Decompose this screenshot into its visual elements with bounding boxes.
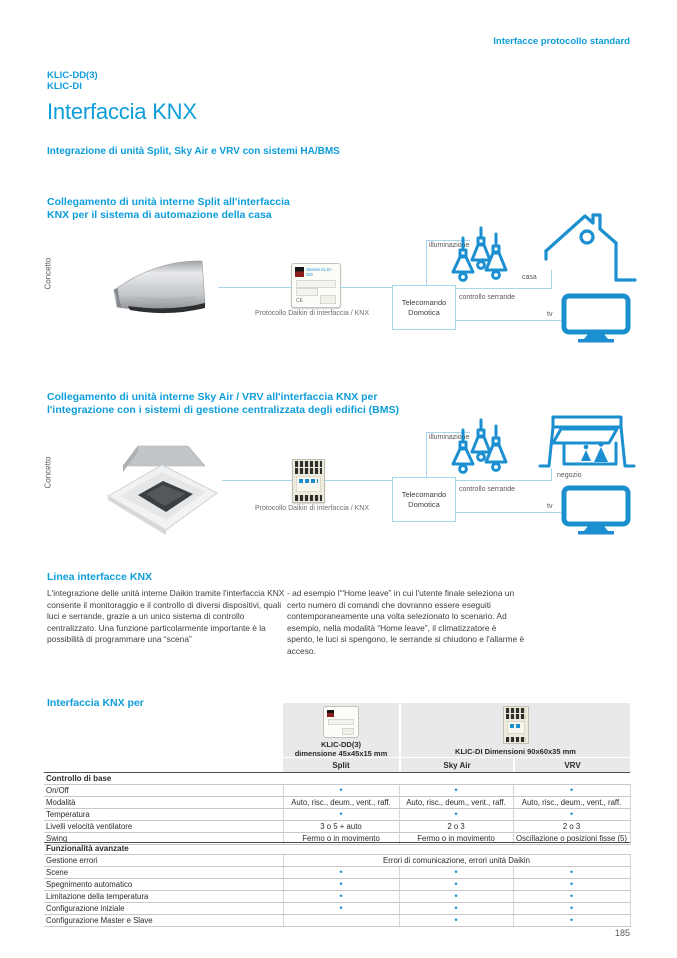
section-basic: Controllo di base — [44, 773, 630, 785]
klic-dd-logo-block — [295, 267, 304, 277]
page-subtitle: Integrazione di unità Split, Sky Air e VRV con sistemi HA/BMS — [47, 146, 340, 157]
advanced-features-table — [44, 842, 631, 927]
features-col2: - ad esempio l'“Home leave” in cui l'utente finale seleziona un certo numero di comandi che dovranno essere eseguiti contemporaneamente una volta selezionato lo scenario. Ad esempio, nella modalità “Home leave”, il climatizzatore è spento, le luci si spengono, le serrande si chiudono e l'allarme è acceso. — [287, 588, 525, 656]
product-box-klic-di: KLIC-DI Dimensioni 90x60x35 mm — [401, 703, 630, 757]
tv-label-bms: tv — [547, 503, 553, 510]
diagram-split-side-label: Concetto — [43, 257, 53, 290]
features-col1: L'integrazione delle unità interne Daikin tramite l'interfaccia KNX consente il monitoraggio e il controllo di diversi dispositivi, quali luci e serrande, grazie a un unico sistema di controllo centralizzato. Una funzione particolarmente importante è la possibilità di programmare una “scena” — [47, 588, 285, 645]
column-header-skyair: Sky Air — [401, 758, 513, 772]
tv-icon-bms — [561, 485, 631, 535]
klic-di-device-image — [292, 459, 325, 503]
house-icon — [543, 210, 639, 292]
building-label-bms: negozio — [557, 472, 582, 479]
features-heading: Linea interfacce KNX — [47, 571, 153, 583]
table-row: Configurazione iniziale • • • — [44, 903, 630, 915]
klic-dd-device-image — [291, 263, 341, 308]
tv-label-split: tv — [547, 311, 553, 318]
shop-icon — [538, 414, 636, 472]
lamps-icon-split — [448, 226, 508, 286]
protocol-label-bms: Protocollo Daikin di interfaccia / KNX — [255, 505, 369, 512]
product-box-klic-dd: KLIC-DD(3) dimensione 45x45x15 mm — [283, 703, 399, 757]
page-header: Interfacce protocollo standard — [493, 36, 630, 47]
section-advanced: Funzionalità avanzate — [44, 843, 630, 855]
table-row: Gestione errori Errori di comunicazione, errori unità Daikin — [44, 855, 630, 867]
table-heading: Interfaccia KNX per — [47, 697, 144, 709]
table-row: Livelli velocità ventilatore 3 o 5 + auto 2 o 3 2 o 3 — [44, 821, 630, 833]
lighting-label-bms: illuminazione — [429, 434, 470, 441]
cassette-indoor-unit-image — [100, 436, 226, 538]
column-header-split: Split — [283, 758, 399, 772]
ce-mark: CE — [296, 298, 303, 304]
table-row: Spegnimento automatico • • • — [44, 879, 630, 891]
lighting-label-split: illuminazione — [429, 242, 470, 249]
page-number: 185 — [614, 928, 630, 938]
table-row: On/Off • • • — [44, 785, 630, 797]
error-span-value: Errori di comunicazione, errori unità Daikin — [283, 855, 630, 867]
table-row: Limitazione della temperatura • • • — [44, 891, 630, 903]
table-row: Configurazione Master e Slave • • — [44, 915, 630, 927]
split-indoor-unit-image — [108, 248, 222, 330]
diagram-bms-side-label: Concetto — [43, 456, 53, 489]
model-code-klic-dd: KLIC-DD(3) — [47, 70, 98, 81]
model-codes — [47, 70, 98, 92]
shutters-label-split: controllo serrande — [459, 294, 516, 301]
klic-di-thumb — [503, 706, 529, 744]
basic-controls-table — [44, 772, 631, 845]
page-title: Interfaccia KNX — [47, 99, 197, 124]
table-row: Modalità Auto, risc., deum., vent., raff. Auto, risc., deum., vent., raff. Auto, risc., deum., vent., raff. — [44, 797, 630, 809]
domotica-controller-box-split: Telecomando Domotica — [392, 285, 456, 330]
column-header-vrv: VRV — [515, 758, 630, 772]
klic-dd-thumb — [323, 706, 359, 738]
lamps-icon-bms — [448, 418, 508, 478]
tv-icon-split — [561, 293, 631, 343]
table-row: Temperatura • • • — [44, 809, 630, 821]
shutters-label-bms: controllo serrande — [459, 486, 516, 493]
model-code-klic-di: KLIC-DI — [47, 81, 82, 92]
protocol-label-split: Protocollo Daikin di interfaccia / KNX — [255, 310, 369, 317]
diagram-split-heading: Collegamento di unità interne Split all'interfaccia KNX per il sistema di automazione della casa — [47, 196, 290, 221]
domotica-controller-box-bms: Telecomando Domotica — [392, 477, 456, 522]
diagram-bms-heading: Collegamento di unità interne Sky Air / VRV all'interfaccia KNX per l'integrazione con i sistemi di gestione centralizzata degli edifici (BMS) — [47, 391, 399, 416]
building-label-split: casa — [522, 274, 537, 281]
table-row: Swing Fermo o in movimento Fermo o in movimento Oscillazione o posizioni fisse (5) — [44, 833, 630, 845]
table-row: Scene • • • — [44, 867, 630, 879]
klic-dd-brand-text: Zennio KLIC-DD — [306, 267, 333, 277]
